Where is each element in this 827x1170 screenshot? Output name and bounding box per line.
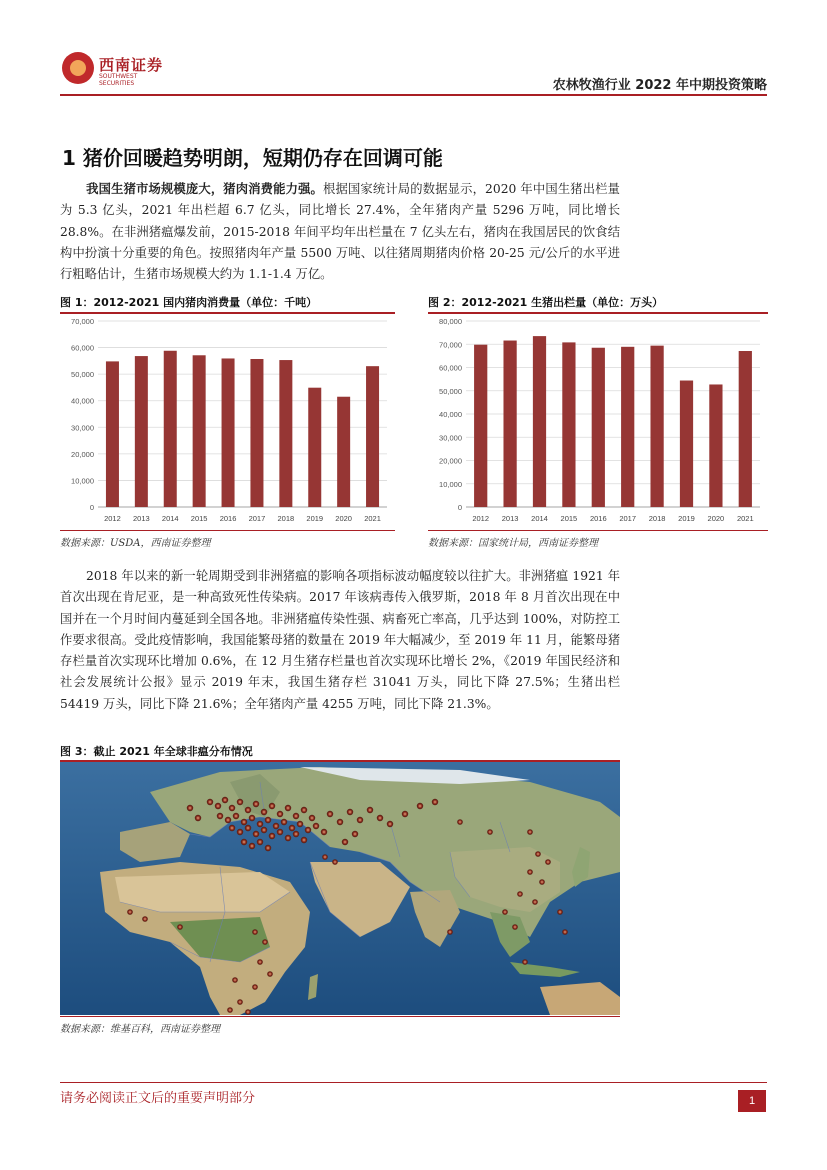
y-tick-label: 10,000 [71,476,94,486]
y-tick-label: 30,000 [439,433,462,443]
page-number: 1 [738,1090,766,1112]
x-tick-label: 2016 [589,514,607,523]
bar-2017 [621,347,634,507]
paragraph-1-body: 根据国家统计局的数据显示，2020 年中国生猪出栏量为 5.3 亿头，2021 年出栏超 6.7 亿头，同比增长 27.4%，全年猪肉产量 5296 万吨，同比增长 28.8%。在非洲猪瘟爆发前，2015-2018 年间平均年出栏量在 7 亿头左右，猪肉在我国居民的饮食结构中扮演十分重要的角色。按照猪肉年产量 5500 万吨、以往猪周期猪肉价格 20-25 元/公斤的水平进行粗略估计，生猪市场规模大约为 1.1-1.4 万亿。 [60,182,620,282]
y-tick-label: 20,000 [439,456,462,466]
x-tick-label: 2014 [161,514,179,523]
bar-2018 [279,360,292,507]
figure-3-source-rule [60,1016,620,1017]
section-title: 1 猪价回暖趋势明朗，短期仍存在回调可能 [62,146,443,170]
y-tick-label: 0 [457,503,462,512]
x-tick-label: 2020 [707,514,725,523]
chart-pork-consumption [60,315,395,529]
footer-disclaimer-note: 请务必阅读正文后的重要声明部分 [60,1091,256,1106]
logo-text-cn: 西南证券 [99,56,164,74]
x-tick-label: 2017 [619,514,637,523]
y-tick-label: 10,000 [439,479,462,489]
figure-1-caption-rule [60,312,395,314]
figure-3-source: 数据来源：维基百科，西南证券整理 [60,1024,220,1035]
paragraph-2-body: 2018 年以来的新一轮周期受到非洲猪瘟的影响各项指标波动幅度较以往扩大。非洲猪瘟 1921 年首次出现在肯尼亚，是一种高致死性传染病。2017 年该病毒传入俄罗斯，2018 年 8 月首次出现在中国并在一个月时间内蔓延到全国各地。非洲猪瘟传染性强、病畜死亡率高，几乎达到 100%，对防控工作要求很高。受此疫情影响，我国能繁母猪的数量在 2019 年大幅减少，至 2019 年 11 月，能繁母猪存栏量首次实现环比增加 0.6%，在 12 月生猪存栏量也首次实现环比增长 2%，《2019 年国民经济和社会发展统计公报》显示 2019 年末，我国生猪存栏 31041 万头，同比下降 27.5%；生猪出栏 54419 万头，同比下降 21.6%；全年猪肉产量 4255 万吨，同比下降 21.3%。 [60,569,620,711]
bar-2014 [533,336,546,507]
figure-1-source-rule [60,530,395,531]
bar-2016 [592,348,605,507]
report-title: 农林牧渔行业 2022 年中期投资策略 [552,78,767,93]
figure-2-caption-rule [428,312,768,314]
x-tick-label: 2012 [472,514,490,523]
x-tick-label: 2021 [364,514,381,523]
figure-2-caption: 图 2：2012-2021 生猪出栏量（单位：万头） [428,296,664,309]
chart-hog-slaughter [428,315,768,529]
y-tick-label: 40,000 [71,396,94,406]
y-tick-label: 30,000 [71,423,94,433]
bar-2013 [503,341,516,507]
x-tick-label: 2013 [501,514,519,523]
bar-2013 [135,356,148,507]
header-divider [60,94,767,96]
x-tick-label: 2020 [335,514,352,523]
y-tick-label: 0 [89,503,94,512]
asf-world-map-graphic [60,762,620,1015]
x-tick-label: 2018 [648,514,666,523]
bar-2020 [337,397,350,507]
x-tick-label: 2017 [248,514,266,523]
bar-2021 [739,351,752,507]
y-tick-label: 70,000 [439,340,462,350]
x-tick-label: 2021 [736,514,754,523]
y-tick-label: 70,000 [71,317,94,326]
y-tick-label: 60,000 [439,363,462,373]
x-tick-label: 2016 [219,514,237,523]
figure-2-source-rule [428,530,768,531]
x-tick-label: 2012 [104,514,121,523]
figure-1-source: 数据来源：USDA，西南证券整理 [60,538,211,549]
bar-2012 [106,361,119,507]
y-tick-label: 50,000 [71,370,94,380]
bar-2019 [308,388,321,507]
paragraph-1 [60,178,620,285]
x-tick-label: 2015 [190,514,208,523]
bar-2019 [680,381,693,507]
paragraph-1-lead: 我国生猪市场规模庞大，猪肉消费能力强。 [86,181,324,196]
footer-divider [60,1082,767,1083]
bar-2017 [250,359,263,507]
paragraph-2 [60,566,620,715]
asf-world-map [60,762,620,1015]
bar-2015 [562,342,575,507]
figure-3-caption: 图 3：截止 2021 年全球非瘟分布情况 [60,745,253,758]
x-tick-label: 2014 [531,514,548,523]
x-tick-label: 2019 [678,514,695,523]
logo-mark-icon [62,52,94,84]
bar-2021 [366,366,379,507]
bar-2012 [474,345,487,507]
logo-text-en: SOUTHWEST SECURITIES [99,73,138,87]
bar-2016 [222,358,235,507]
bar-2014 [164,351,177,507]
y-tick-label: 80,000 [439,317,462,326]
company-logo [62,50,172,86]
x-tick-label: 2018 [277,514,295,523]
figure-2-source: 数据来源：国家统计局，西南证券整理 [428,538,598,549]
y-tick-label: 40,000 [439,410,462,419]
bar-2018 [650,346,663,507]
y-tick-label: 60,000 [71,343,94,353]
x-tick-label: 2019 [306,514,324,523]
y-tick-label: 50,000 [439,386,462,396]
x-tick-label: 2015 [560,514,578,523]
x-tick-label: 2013 [133,514,150,523]
bar-2015 [193,355,206,507]
y-tick-label: 20,000 [71,449,94,459]
bar-2020 [709,384,722,507]
figure-1-caption: 图 1：2012-2021 国内猪肉消费量（单位：千吨） [60,296,318,309]
